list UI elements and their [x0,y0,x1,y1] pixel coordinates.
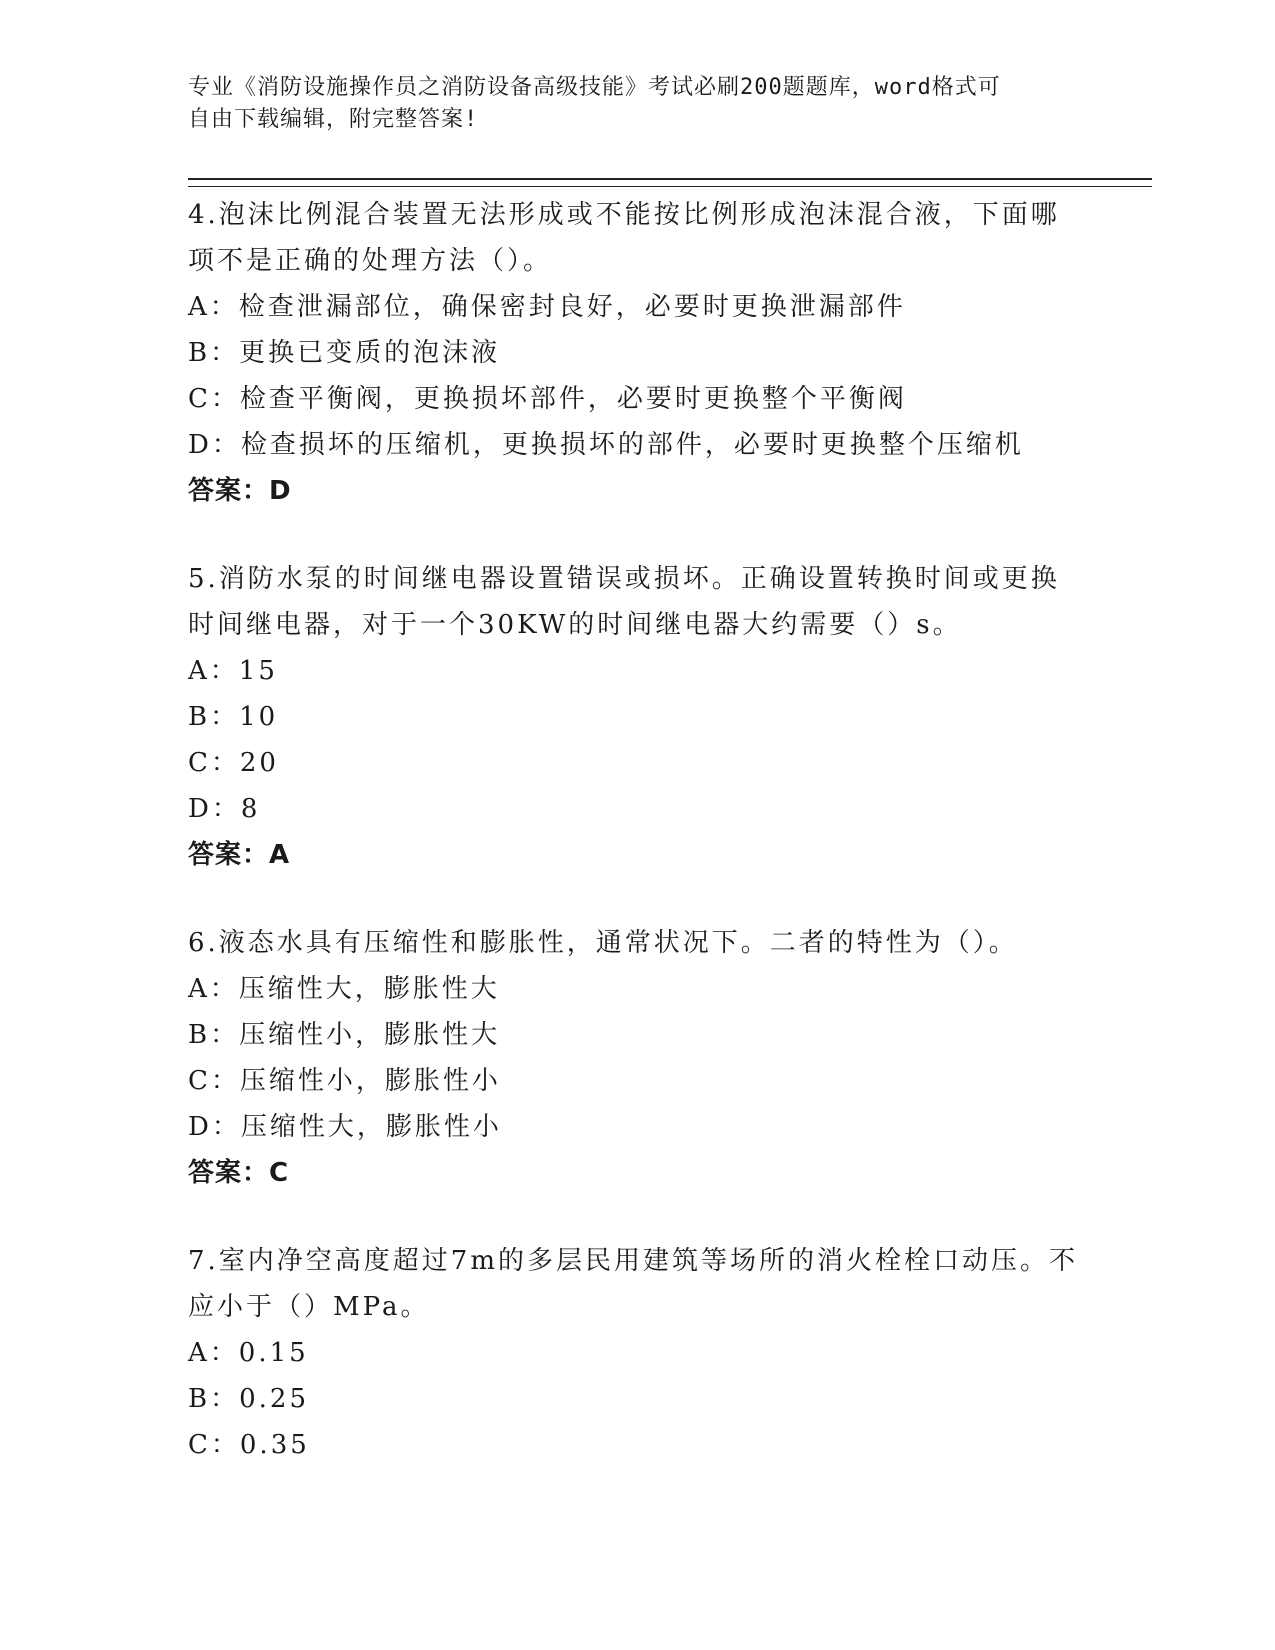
option-a: A：15 [188,656,278,686]
option-c: C：压缩性小，膨胀性小 [188,1066,501,1096]
document-header [188,72,1088,136]
option-c: C：检查平衡阀，更换损坏部件，必要时更换整个平衡阀 [188,384,907,414]
option-c: C：0.35 [188,1430,310,1460]
option-b: B：更换已变质的泡沫液 [188,338,501,368]
option-a: A：0.15 [188,1338,309,1368]
option-d: D：压缩性大，膨胀性小 [188,1112,502,1142]
answer: 答案：A [188,840,291,870]
question-stem: 4.泡沫比例混合装置无法形成或不能按比例形成泡沫混合液，下面哪项不是正确的处理方法（）。 [188,200,1060,276]
header-divider [188,178,1152,187]
option-a: A：检查泄漏部位，确保密封良好，必要时更换泄漏部件 [188,292,906,322]
header-line-1: 专业《消防设施操作员之消防设备高级技能》考试必刷200题题库，word格式可 [188,75,1001,100]
option-c: C：20 [188,748,279,778]
question-stem: 5.消防水泵的时间继电器设置错误或损坏。正确设置转换时间或更换时间继电器，对于一个30KW的时间继电器大约需要（）s。 [188,564,1060,640]
header-line-2: 自由下载编辑，附完整答案! [188,107,479,132]
option-a: A：压缩性大，膨胀性大 [188,974,500,1004]
question-7 [188,1238,1088,1468]
question-5 [188,556,1088,878]
question-4 [188,192,1088,514]
option-b: B：0.25 [188,1384,309,1414]
question-stem: 7.室内净空高度超过7m的多层民用建筑等场所的消火栓栓口动压。不应小于（）MPa。 [188,1246,1079,1322]
option-d: D：检查损坏的压缩机，更换损坏的部件，必要时更换整个压缩机 [188,430,1024,460]
answer: 答案：D [188,476,292,506]
question-6 [188,920,1088,1196]
question-stem: 6.液态水具有压缩性和膨胀性，通常状况下。二者的特性为（）。 [188,928,1018,958]
option-b: B：压缩性小，膨胀性大 [188,1020,501,1050]
option-b: B：10 [188,702,279,732]
option-d: D：8 [188,794,261,824]
question-list [188,192,1088,1510]
answer: 答案：C [188,1158,290,1188]
